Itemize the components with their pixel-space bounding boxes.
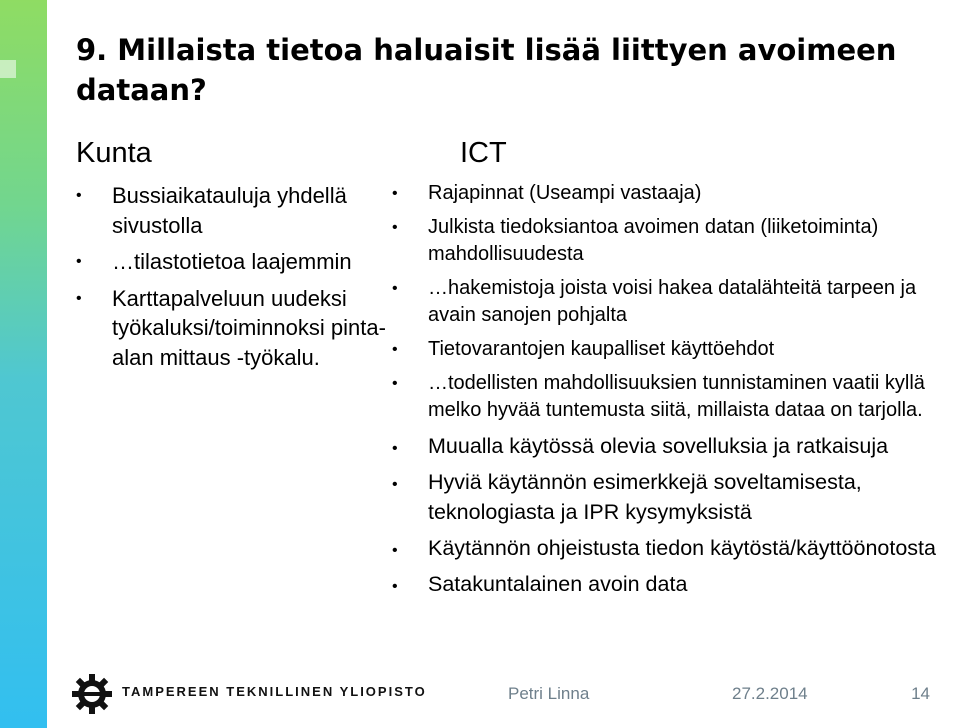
list-item: [392, 467, 960, 527]
list-item: [392, 431, 960, 461]
sidebar-notch: [0, 60, 16, 78]
tut-gear-logo-icon: [70, 672, 114, 716]
list-item-text: …hakemistoja joista voisi hakea datalähteitä tarpeen ja avain sanojen pohjalta: [428, 277, 917, 326]
list-item-text: Julkista tiedoksiantoa avoimen datan (liiketoiminta) mahdollisuudesta: [428, 216, 879, 265]
ict-heading: ICT: [460, 137, 507, 169]
list-item: [392, 336, 960, 363]
list-item-text: Hyviä käytännön esimerkkejä soveltamisesta, teknologiasta ja IPR kysymyksistä: [428, 470, 862, 524]
bullet-icon: •: [392, 185, 398, 202]
bullet-icon: •: [392, 375, 398, 392]
list-item-text: Tietovarantojen kaupalliset käyttöehdot: [428, 338, 775, 360]
decorative-sidebar-bar: [0, 0, 47, 728]
bullet-icon: •: [392, 542, 398, 559]
footer-author: Petri Linna: [508, 684, 590, 703]
list-item-text: …todellisten mahdollisuuksien tunnistaminen vaatii kyllä melko hyvää tuntemusta siitä, millaista dataa on tarjolla.: [428, 372, 925, 421]
bullet-icon: •: [76, 187, 82, 204]
list-item-text: …tilastotietoa laajemmin: [112, 249, 352, 274]
list-item: [76, 181, 386, 240]
list-item: [392, 370, 960, 424]
bullet-icon: •: [392, 578, 398, 595]
bullet-icon: •: [392, 476, 398, 493]
list-item: [392, 533, 960, 563]
organization-name: TAMPEREEN TEKNILLINEN YLIOPISTO: [122, 684, 427, 699]
list-item: [392, 180, 960, 207]
list-item-text: Satakuntalainen avoin data: [428, 572, 688, 596]
kunta-list: [76, 181, 386, 379]
list-item: [392, 569, 960, 599]
list-item: [392, 275, 960, 329]
list-item-text: Käytännön ohjeistusta tiedon käytöstä/käyttöönotosta: [428, 536, 936, 560]
list-item: [392, 214, 960, 268]
footer-date: 27.2.2014: [732, 684, 808, 703]
bullet-icon: •: [392, 280, 398, 297]
bullet-icon: •: [392, 440, 398, 457]
bullet-icon: •: [76, 289, 82, 307]
bullet-icon: •: [392, 219, 398, 236]
list-item-text: Bussiaikatauluja yhdellä sivustolla: [112, 183, 347, 238]
list-item: [76, 247, 386, 277]
list-item: [76, 284, 386, 373]
bullet-icon: •: [76, 253, 82, 270]
page-number: 14: [911, 684, 930, 703]
kunta-heading: Kunta: [76, 137, 152, 169]
list-item-text: Muualla käytössä olevia sovelluksia ja ratkaisuja: [428, 434, 889, 458]
bullet-icon: •: [392, 341, 398, 358]
ict-list: [392, 180, 960, 605]
list-item-text: Rajapinnat (Useampi vastaaja): [428, 182, 702, 204]
slide-title: 9. Millaista tietoa haluaisit lisää liittyen avoimeen dataan?: [76, 33, 897, 107]
list-item-text: Karttapalveluun uudeksi työkaluksi/toiminnoksi pinta-alan mittaus -työkalu.: [112, 285, 386, 370]
